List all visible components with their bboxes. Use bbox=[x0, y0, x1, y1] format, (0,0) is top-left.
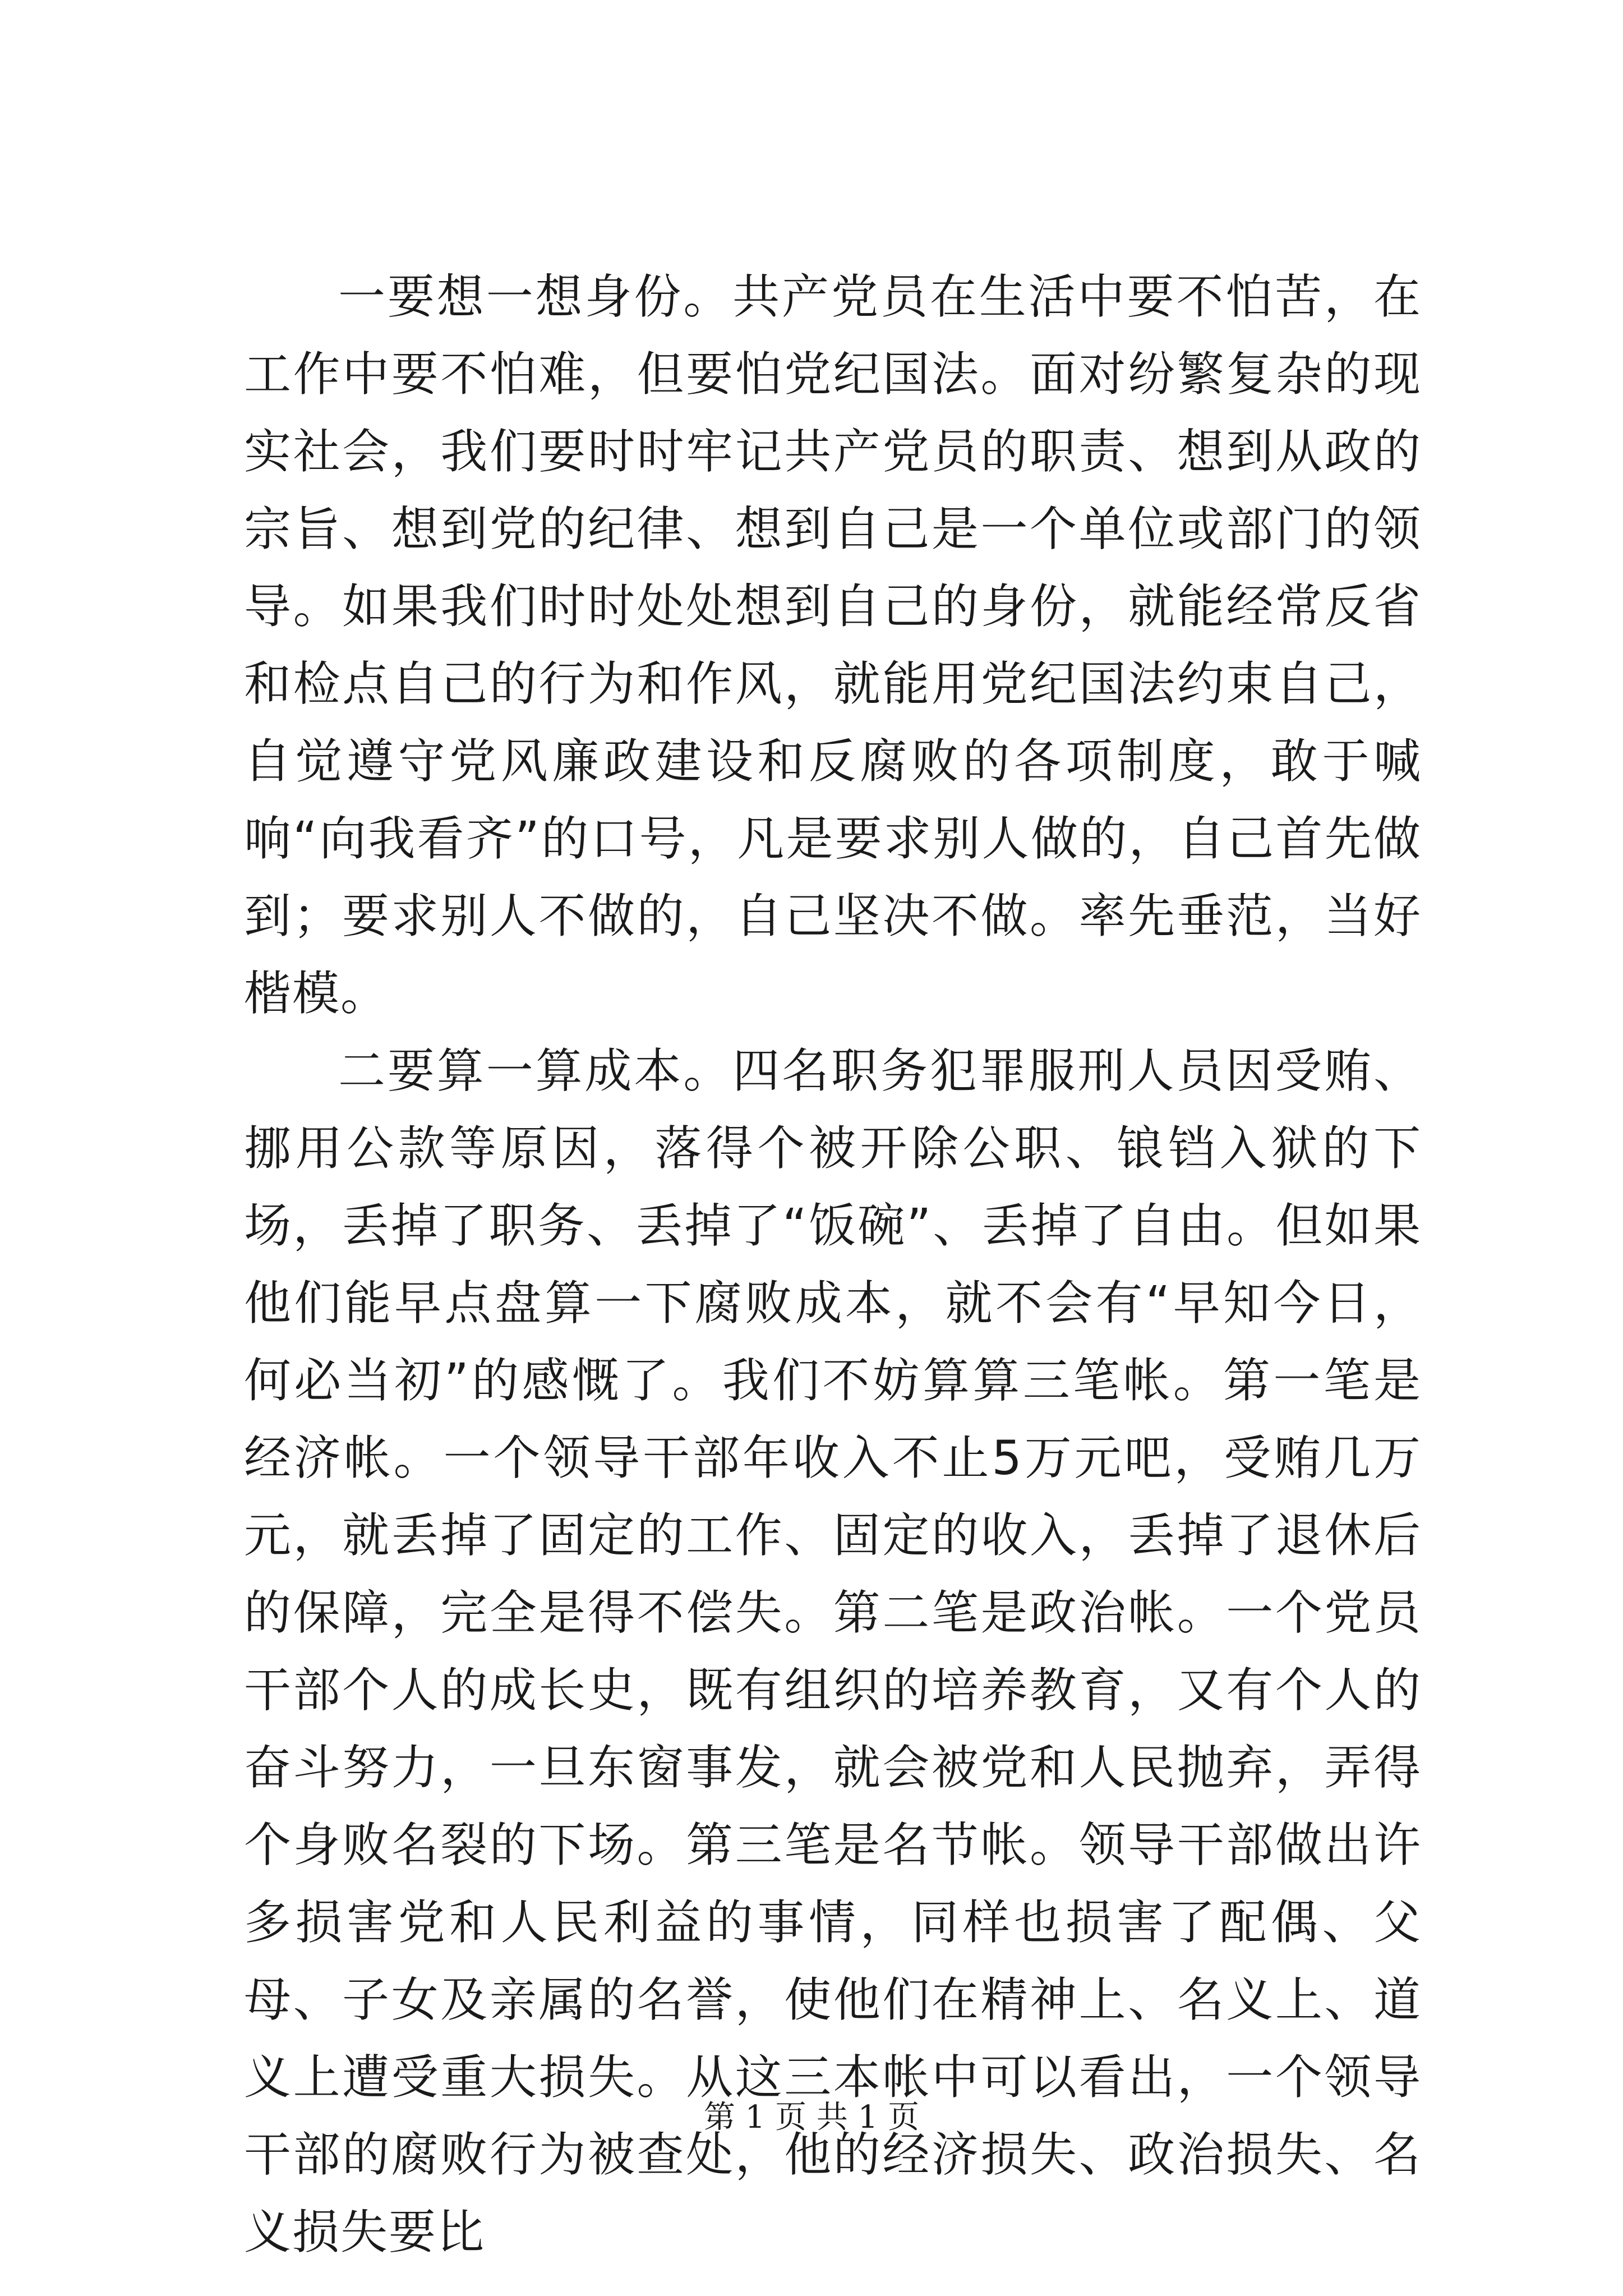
page-footer: 第 1 页 共 1 页 bbox=[703, 2099, 920, 2136]
paragraph-cost: 二要算一算成本。四名职务犯罪服刑人员因受贿、挪用公款等原因，落得个被开除公职、锒铛入狱的下场，丢掉了职务、丢掉了“饭碗”、丢掉了自由。但如果他们能早点盘算一下腐败成本，就不会有“早知今日，何必当初”的感慨了。我们不妨算算三笔帐。第一笔是经济帐。一个领导干部年收入不止5万元吧，受贿几万元，就丢掉了固定的工作、固定的收入，丢掉了退休后的保障，完全是得不偿失。第二笔是政治帐。一个党员干部个人的成长史，既有组织的培养教育，又有个人的奋斗努力，一旦东窗事发，就会被党和人民抛弃，弄得个身败名裂的下场。第三笔是名节帐。领导干部做出许多损害党和人民利益的事情，同样也损害了配偶、父母、子女及亲属的名誉，使他们在精神上、名义上、道义上遭受重大损失。从这三本帐中可以看出，一个领导干部的腐败行为被查处，他的经济损失、政治损失、名义损失要比 bbox=[244, 1043, 1422, 2260]
document-body bbox=[244, 258, 1422, 2271]
paragraph-identity: 一要想一想身份。共产党员在生活中要不怕苦，在工作中要不怕难，但要怕党纪国法。面对纷繁复杂的现实社会，我们要时时牢记共产党员的职责、想到从政的宗旨、想到党的纪律、想到自己是一个单位或部门的领导。如果我们时时处处想到自己的身份，就能经常反省和检点自己的行为和作风，就能用党纪国法约束自己，自觉遵守党风廉政建设和反腐败的各项制度，敢于喊响“向我看齐”的口号，凡是要求别人做的，自己首先做到；要求别人不做的，自己坚决不做。率先垂范，当好楷模。 bbox=[244, 269, 1422, 1021]
